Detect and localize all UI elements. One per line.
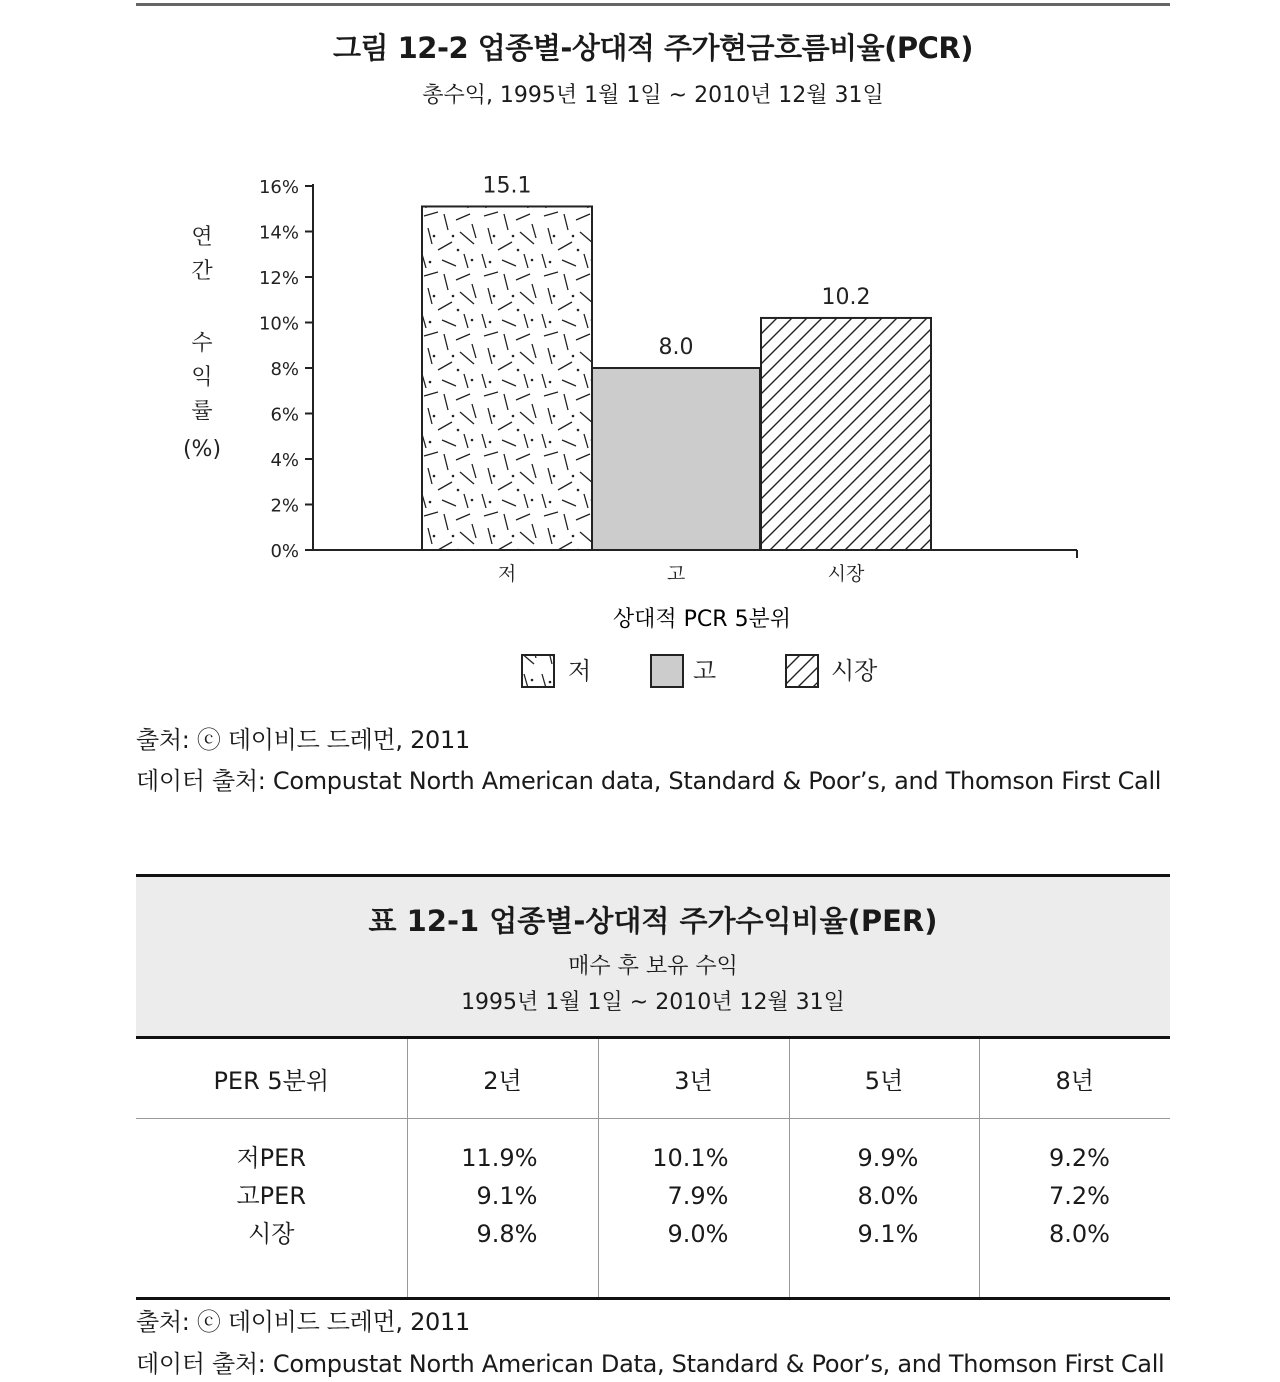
y-axis-title xyxy=(183,225,221,462)
bar-value-label: 10.2 xyxy=(821,284,871,310)
y-tick-label: 14% xyxy=(258,222,299,244)
value-market-2yr: 9.8% xyxy=(476,1220,538,1248)
value-low-2yr: 11.9% xyxy=(461,1144,538,1172)
y-axis-title-char: 수 xyxy=(191,331,213,356)
y-tick-label: 8% xyxy=(270,359,299,380)
value-high-3yr: 7.9% xyxy=(667,1182,729,1210)
col-3yr-cell xyxy=(598,1119,789,1299)
x-tick-label: 시장 xyxy=(827,563,865,585)
y-tick-label: 4% xyxy=(270,450,299,471)
value-market-8yr: 8.0% xyxy=(1049,1220,1110,1248)
header-quintile: PER 5분위 xyxy=(136,1038,407,1119)
row-labels-cell xyxy=(136,1119,407,1299)
figure-data-source: 데이터 출처: Compustat North American data, Standard & Poor’s, and Thomson First Call xyxy=(136,767,1162,795)
table-subtitle-1: 매수 후 보유 수익 xyxy=(568,954,738,979)
table-header-box xyxy=(136,874,1170,1036)
per-table xyxy=(136,1036,1170,1300)
y-tick-label: 16% xyxy=(258,177,299,198)
bar xyxy=(592,368,760,550)
col-8yr-cell xyxy=(979,1119,1170,1299)
y-axis-title-char: 간 xyxy=(191,259,213,284)
header-5yr: 5년 xyxy=(789,1038,979,1119)
table-row xyxy=(136,1119,1170,1299)
chart-legend xyxy=(522,655,878,687)
pcr-bar-chart xyxy=(0,150,1280,710)
value-low-3yr: 10.1% xyxy=(652,1144,729,1172)
value-high-8yr: 7.2% xyxy=(1049,1182,1110,1210)
y-tick-label: 2% xyxy=(270,495,299,517)
y-tick-label: 0% xyxy=(270,541,299,562)
bar xyxy=(422,206,592,550)
x-tick-label: 저 xyxy=(497,563,517,585)
row-label-low-per: 저PER xyxy=(236,1144,306,1172)
y-tick-label: 6% xyxy=(270,404,299,426)
value-high-2yr: 9.1% xyxy=(476,1182,538,1210)
y-tick-label: 12% xyxy=(258,268,299,289)
table-title: 표 12-1 업종별-상대적 주가수익비율(PER) xyxy=(368,904,938,938)
figure-subtitle: 총수익, 1995년 1월 1일 ~ 2010년 12월 31일 xyxy=(422,83,884,108)
table-source: 출처: ⓒ 데이비드 드레먼, 2011 xyxy=(136,1308,470,1336)
y-axis-title-char: 률 xyxy=(191,399,213,424)
legend-label: 저 xyxy=(568,657,592,685)
bar-value-label: 8.0 xyxy=(658,335,694,360)
table-data-source: 데이터 출처: Compustat North American Data, Standard & Poor’s, and Thomson First Call xyxy=(136,1350,1165,1378)
x-tick-label: 고 xyxy=(666,563,686,585)
y-axis-title-char: (%) xyxy=(182,437,222,462)
x-axis-title: 상대적 PCR 5분위 xyxy=(612,607,792,632)
legend-label: 시장 xyxy=(831,657,878,685)
value-low-5yr: 9.9% xyxy=(857,1144,919,1172)
y-axis-title-char: 연 xyxy=(191,225,213,250)
figure-source: 출처: ⓒ 데이비드 드레먼, 2011 xyxy=(136,726,470,754)
value-high-5yr: 8.0% xyxy=(857,1182,919,1210)
top-rule xyxy=(136,3,1170,6)
header-2yr: 2년 xyxy=(407,1038,598,1119)
col-2yr-cell xyxy=(407,1119,598,1299)
legend-swatch xyxy=(651,655,683,687)
col-5yr-cell xyxy=(789,1119,979,1299)
header-8yr: 8년 xyxy=(979,1038,1170,1119)
legend-label: 고 xyxy=(693,657,717,685)
header-3yr: 3년 xyxy=(598,1038,789,1119)
table-subtitle-2: 1995년 1월 1일 ~ 2010년 12월 31일 xyxy=(461,990,845,1015)
value-low-8yr: 9.2% xyxy=(1049,1144,1110,1172)
table-header-row xyxy=(136,1038,1170,1119)
value-market-3yr: 9.0% xyxy=(667,1220,729,1248)
value-market-5yr: 9.1% xyxy=(857,1220,919,1248)
row-label-high-per: 고PER xyxy=(236,1182,306,1210)
y-axis-title-char: 익 xyxy=(191,365,213,390)
bar-value-label: 15.1 xyxy=(482,173,532,199)
figure-title: 그림 12-2 업종별-상대적 주가현금흐름비율(PCR) xyxy=(333,31,973,65)
row-label-market: 시장 xyxy=(248,1220,295,1248)
legend-swatch xyxy=(522,655,554,687)
legend-swatch xyxy=(786,655,818,687)
y-tick-label: 10% xyxy=(258,313,299,335)
bar xyxy=(761,318,931,550)
